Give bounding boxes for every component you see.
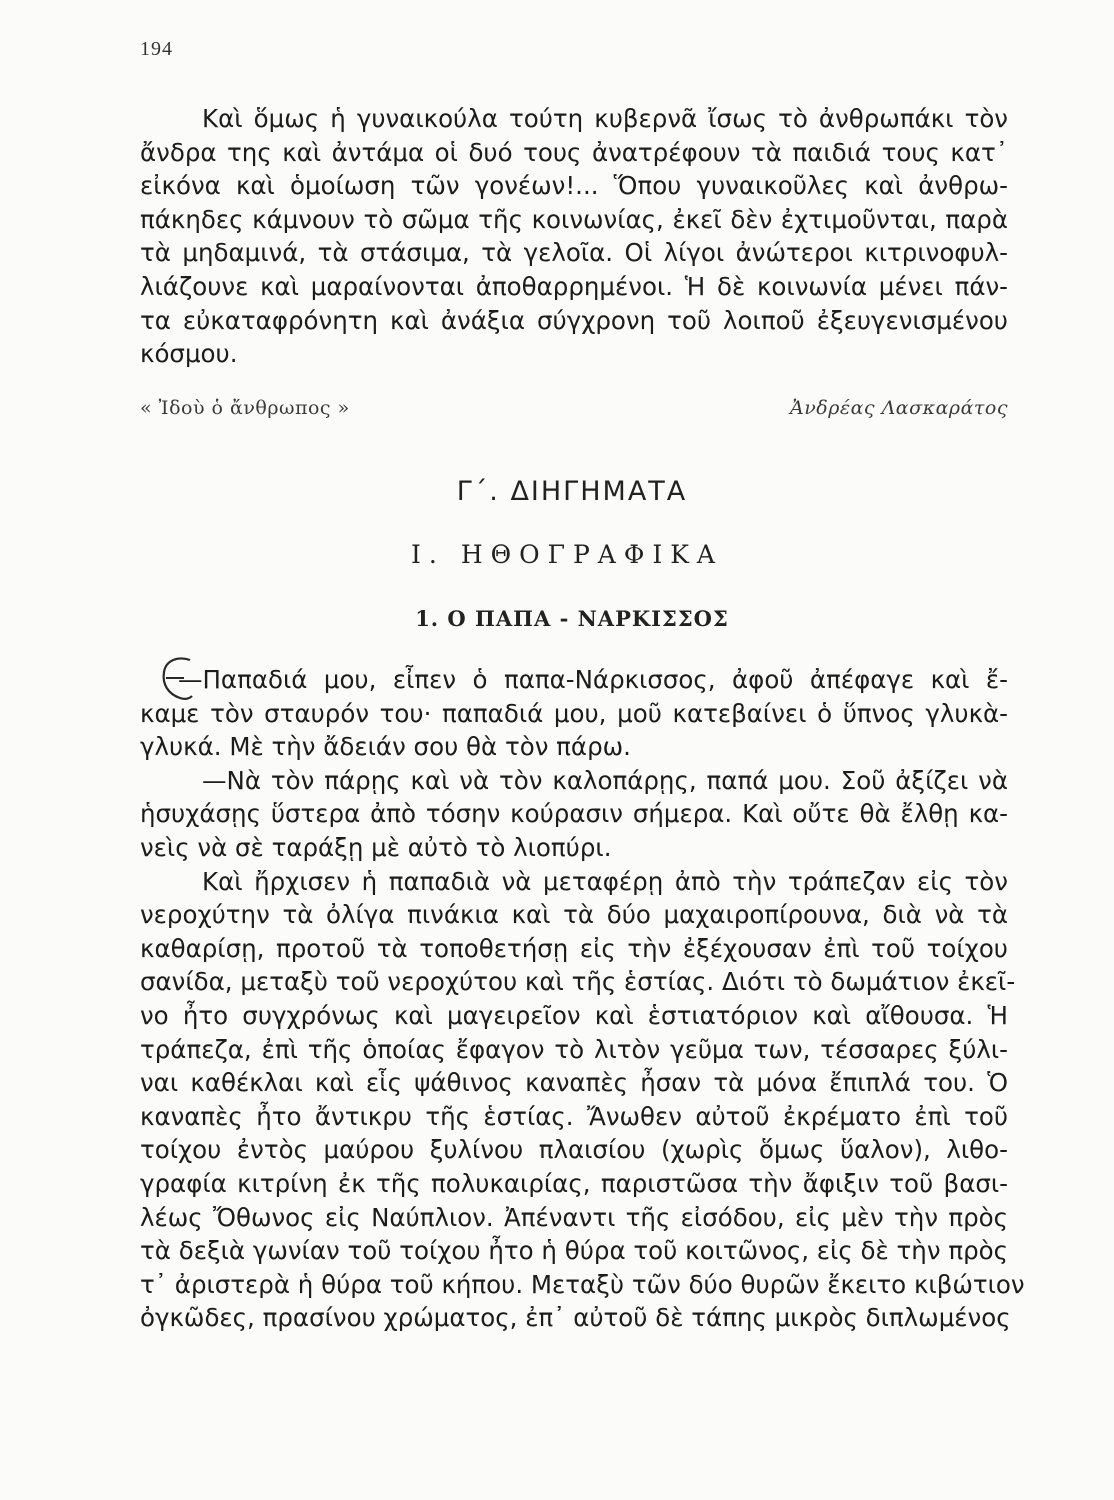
- quote-line: κόσμου.: [140, 339, 238, 369]
- paragraph-line: νο ἦτο συγχρόνως καὶ μαγειρεῖον καὶ ἑστιατόριον καὶ αἴθουσα. Ἡ: [140, 1000, 1008, 1030]
- paragraph-line: ὀγκῶδες, πρασίνου χρώματος, ἐπ᾽ αὐτοῦ δὲ τάπης μικρὸς διπλωμένος: [140, 1303, 1011, 1333]
- paragraph-line: τὰ δεξιὰ γωνίαν τοῦ τοίχου ἦτο ἡ θύρα τοῦ κοιτῶνος, εἰς δὲ τὴν πρὸς: [140, 1236, 1008, 1266]
- quote-author: Ἀνδρέας Λασκαράτος: [790, 397, 1008, 419]
- quote-line: τὰ μηδαμινά, τὰ στάσιμα, τὰ γελοῖα. Οἱ λίγοι ἀνώτεροι κιτρινοφυλ-: [140, 238, 1008, 268]
- paragraph-line: ἡσυχάσῃς ὕστερα ἀπὸ τόσην κούρασιν σήμερα. Καὶ οὔτε θὰ ἔλθῃ κα-: [140, 799, 1008, 829]
- quote-line: πάκηδες κάμνουν τὸ σῶμα τῆς κοινωνίας, ἐκεῖ δὲν ἐχτιμοῦνται, παρὰ: [140, 204, 1008, 234]
- paragraph-line: —Παπαδιά μου, εἶπεν ὁ παπα-Νάρκισσος, ἀφοῦ ἀπέφαγε καὶ ἔ-: [178, 665, 1008, 694]
- paragraph-line: καναπὲς ἦτο ἄντικρυ τῆς ἑστίας. Ἄνωθεν αὐτοῦ ἐκρέματο ἐπὶ τοῦ: [140, 1101, 1008, 1131]
- quote-line: εἰκόνα καὶ ὁμοίωση τῶν γονέων!... Ὅπου γυναικοῦλες καὶ ἀνθρω-: [140, 171, 1008, 201]
- paragraph-line: τράπεζα, ἐπὶ τῆς ὁποίας ἔφαγον τὸ λιτὸν γεῦμα των, τέσσαρες ξύλι-: [140, 1034, 1008, 1064]
- paragraph-line: λέως Ὄθωνος εἰς Ναύπλιον. Ἀπέναντι τῆς εἰσόδου, εἰς μὲν τὴν πρὸς: [140, 1202, 1008, 1232]
- quote-passage: [140, 102, 1008, 371]
- paragraph-line: νεροχύτην τὰ ὀλίγα πινάκια καὶ τὰ δύο μαχαιροπίρουνα, διὰ νὰ τὰ: [140, 900, 1008, 930]
- quote-line: Καὶ ὅμως ἡ γυναικούλα τούτη κυβερνᾶ ἴσως τὸ ἀνθρωπάκι τὸν: [202, 104, 1008, 133]
- paragraph-line: Καὶ ἤρχισεν ἡ παπαδιὰ νὰ μεταφέρῃ ἀπὸ τὴν τράπεζαν εἰς τὸν: [202, 866, 1008, 896]
- quote-attribution: [140, 397, 1008, 419]
- quote-line: λιάζουνε καὶ μαραίνονται ἀποθαρρημένοι. Ἡ δὲ κοινωνία μένει πάν-: [140, 271, 1008, 301]
- quote-source: « Ἰδοὺ ὁ ἄνθρωπος »: [140, 397, 350, 419]
- section-heading: Γ΄. ΔΙΗΓΗΜΑΤΑ: [456, 476, 688, 507]
- paragraph-line: καμε τὸν σταυρόν του· παπαδιά μου, μοῦ κατεβαίνει ὁ ὕπνος γλυκὰ-: [140, 698, 1008, 728]
- paragraph-line: καθαρίσῃ, προτοῦ τὰ τοποθετήσῃ εἰς τὴν ἐξέχουσαν ἐπὶ τοῦ τοίχου: [140, 933, 1008, 963]
- paragraph-line: τ᾽ ἀριστερὰ ἡ θύρα τοῦ κήπου. Μεταξὺ τῶν δύο θυρῶν ἔκειτο κιβώτιον: [140, 1269, 1025, 1299]
- quote-line: τα εὐκαταφρόνητη καὶ ἀνάξια σύγχρονη τοῦ λοιποῦ ἐξευγενισμένου: [140, 305, 1008, 335]
- paragraph-line: σανίδα, μεταξὺ τοῦ νεροχύτου καὶ τῆς ἑστίας. Διότι τὸ δωμάτιον ἐκεῖ-: [140, 967, 1016, 997]
- page-number: 194: [140, 38, 173, 60]
- paragraph-line: γλυκά. Μὲ τὴν ἄδειάν σου θὰ τὸν πάρω.: [140, 732, 631, 762]
- paragraph-line: νεὶς νὰ σὲ ταράξῃ μὲ αὐτὸ τὸ λιοπύρι.: [140, 832, 612, 862]
- subsection-heading: Ι. ΗΘΟΓΡΑΦΙΚΑ: [411, 540, 723, 569]
- story-title: 1. Ο ΠΑΠΑ - ΝΑΡΚΙΣΣΟΣ: [415, 606, 729, 631]
- story-text: [140, 663, 1025, 1335]
- quote-line: ἄνδρα της καὶ ἀντάμα οἱ δυό τους ἀνατρέφουν τὰ παιδιά τους κατ᾽: [140, 137, 1008, 167]
- paragraph-line: τοίχου ἐντὸς μαύρου ξυλίνου πλαισίου (χωρὶς ὅμως ὕαλον), λιθο-: [140, 1135, 1008, 1165]
- paragraph-line: ναι καθέκλαι καὶ εἷς ψάθινος καναπὲς ἦσαν τὰ μόνα ἔπιπλά του. Ὁ: [140, 1068, 1008, 1098]
- paragraph-line: —Νὰ τὸν πάρῃς καὶ νὰ τὸν καλοπάρῃς, παπά μου. Σοῦ ἀξίζει νὰ: [202, 765, 1008, 795]
- paragraph-line: γραφία κιτρίνη ἐκ τῆς πολυκαιρίας, παριστῶσα τὴν ἄφιξιν τοῦ βασι-: [140, 1168, 1008, 1198]
